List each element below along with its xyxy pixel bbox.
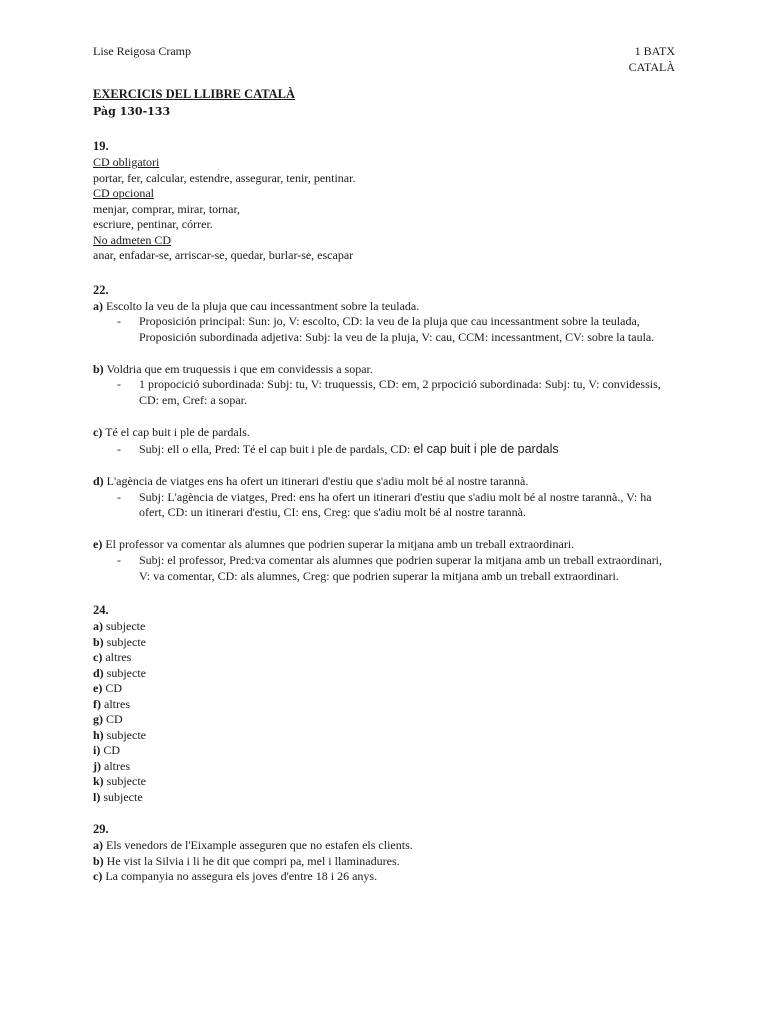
sentence-text: Voldria que em truquessis i que em convidessis a sopar. <box>106 361 373 376</box>
answer-item <box>93 681 675 697</box>
answer-value: subjecte <box>106 619 146 634</box>
item-label: h) <box>93 727 104 742</box>
item-label: c) <box>93 869 103 884</box>
analysis-bullet <box>93 490 675 522</box>
answer-item <box>93 743 675 759</box>
item-label: j) <box>93 758 101 773</box>
item-label: b) <box>93 361 104 376</box>
answer-item <box>93 838 675 854</box>
answer-item <box>93 869 675 885</box>
answer-item <box>93 635 675 651</box>
answer-value: CD <box>105 681 122 696</box>
answer-item <box>93 650 675 666</box>
analysis-bullet <box>93 440 675 458</box>
answer-item <box>93 774 675 790</box>
dash-marker: - <box>117 442 121 457</box>
answer-value: subjecte <box>103 789 143 804</box>
analysis-bullet <box>93 314 675 346</box>
sentence-text: El professor va comentar als alumnes que podrien superar la mitjana amb un treball extraordinari. <box>105 537 575 552</box>
item-label: k) <box>93 774 104 789</box>
dash-marker: - <box>117 377 121 392</box>
document-body <box>93 138 675 885</box>
exercise-number: 29. <box>93 822 109 837</box>
answer-item <box>93 712 675 728</box>
verb-list: portar, fer, calcular, estendre, assegurar, tenir, pentinar. <box>93 170 356 185</box>
sentence-text: L'agència de viatges ens ha ofert un itinerari d'estiu que s'adiu molt bé al nostre tarannà. <box>106 474 529 489</box>
exercise-22 <box>93 282 675 585</box>
answer-value: subjecte <box>106 634 146 649</box>
sentence-a <box>93 299 675 315</box>
sentence-e <box>93 537 675 553</box>
item-label: a) <box>93 619 103 634</box>
answer-value: altres <box>104 696 130 711</box>
analysis-bullet <box>93 377 675 409</box>
answer-item <box>93 759 675 775</box>
answer-item <box>93 728 675 744</box>
exercise-number: 19. <box>93 139 109 153</box>
sentence-d <box>93 474 675 490</box>
answer-item <box>93 619 675 635</box>
answer-value: CD <box>106 712 123 727</box>
answer-value: subjecte <box>106 774 146 789</box>
answer-value: CD <box>103 743 121 758</box>
exercise-29 <box>93 821 675 885</box>
answer-value: subjecte <box>106 727 146 742</box>
dash-marker: - <box>117 314 121 328</box>
item-label: a) <box>93 298 103 313</box>
sentence-b <box>93 362 675 378</box>
answer-item <box>93 790 675 806</box>
item-label: a) <box>93 838 103 853</box>
item-label: c) <box>93 424 103 439</box>
item-label: e) <box>93 537 103 552</box>
answer-value: altres <box>104 758 130 773</box>
answer-value: altres <box>105 650 132 665</box>
answer-value: La companyia no assegura els joves d'entre 18 i 26 anys. <box>105 869 378 884</box>
verb-list: menjar, comprar, mirar, tornar, <box>93 201 241 216</box>
answer-item <box>93 697 675 713</box>
item-label: b) <box>93 634 104 649</box>
subject-label: CATALÀ <box>628 60 675 74</box>
page-subtitle: Pàg 130-133 <box>93 105 171 118</box>
section-heading: CD opcional <box>93 186 154 200</box>
answer-value: subjecte <box>106 665 146 680</box>
item-label: c) <box>93 650 103 665</box>
analysis-text: Subj: L'agència de viatges, Pred: ens ha ofert un itinerari d'estiu que s'adiu molt bé al nostre tarannà., V: ha ofert, CD: un itinerari d'estiu, CI: ens, Creg: que s'adiu molt bé al nostre tarannà. <box>139 489 652 520</box>
dash-marker: - <box>117 489 121 504</box>
answer-value: He vist la Silvia i li he dit que compri pa, mel i llaminadures. <box>106 853 400 868</box>
section-heading: CD obligatori <box>93 155 160 169</box>
item-label: f) <box>93 696 101 711</box>
analysis-text: Proposición principal: Sun: jo, V: escolto, CD: la veu de la pluja que cau incessantment sobre la teulada, Proposición subordinada adjetiva: Subj: la veu de la pluja, V: cau, CCM: incessantment, CV: sobre la taula. <box>139 314 655 344</box>
analysis-bullet <box>93 553 675 585</box>
class-label: 1 BATX <box>634 44 675 58</box>
dash-marker: - <box>117 552 121 567</box>
exercise-24 <box>93 602 675 805</box>
item-label: l) <box>93 789 101 804</box>
analysis-text: Subj: el professor, Pred:va comentar als alumnes que podrien superar la mitjana amb un treball extraordinari, V: va comentar, CD: als alumnes, Creg: que podrien superar la mitjana amb un treball extraordinari. <box>139 552 663 583</box>
analysis-text-part: Subj: ell o ella, Pred: Té el cap buit i ple de pardals, CD: <box>139 442 414 457</box>
exercise-19 <box>93 138 675 264</box>
item-label: d) <box>93 474 104 489</box>
exercise-number: 22. <box>93 282 109 297</box>
analysis-text-emphasis: el cap buit i ple de pardals <box>413 442 559 457</box>
verb-list: anar, enfadar-se, arriscar-se, quedar, burlar-se, escapar <box>93 248 354 262</box>
analysis-text: 1 propocició subordinada: Subj: tu, V: truquessis, CD: em, 2 prpocició subordinada: Subj: tu, V: convidessis, CD: em, Cref: a sopar. <box>139 377 661 407</box>
verb-list: escriure, pentinar, córrer. <box>93 217 213 231</box>
answer-value: Els venedors de l'Eixample asseguren que no estafen els clients. <box>106 838 413 853</box>
header-right <box>629 43 675 75</box>
sentence-c <box>93 425 675 441</box>
item-label: i) <box>93 743 101 758</box>
page-title: EXERCICIS DEL LLIBRE CATALÀ <box>93 87 296 101</box>
section-heading: No admeten CD <box>93 232 171 247</box>
author-name: Lise Reigosa Cramp <box>93 44 191 58</box>
item-label: d) <box>93 665 104 680</box>
item-label: b) <box>93 853 104 868</box>
analysis-text <box>139 440 675 458</box>
exercise-number: 24. <box>93 603 109 618</box>
sentence-text: Escolto la veu de la pluja que cau incessantment sobre la teulada. <box>106 298 420 313</box>
item-label: g) <box>93 712 103 727</box>
item-label: e) <box>93 681 103 696</box>
answer-item <box>93 854 675 870</box>
answer-item <box>93 666 675 682</box>
sentence-text: Té el cap buit i ple de pardals. <box>105 424 250 439</box>
